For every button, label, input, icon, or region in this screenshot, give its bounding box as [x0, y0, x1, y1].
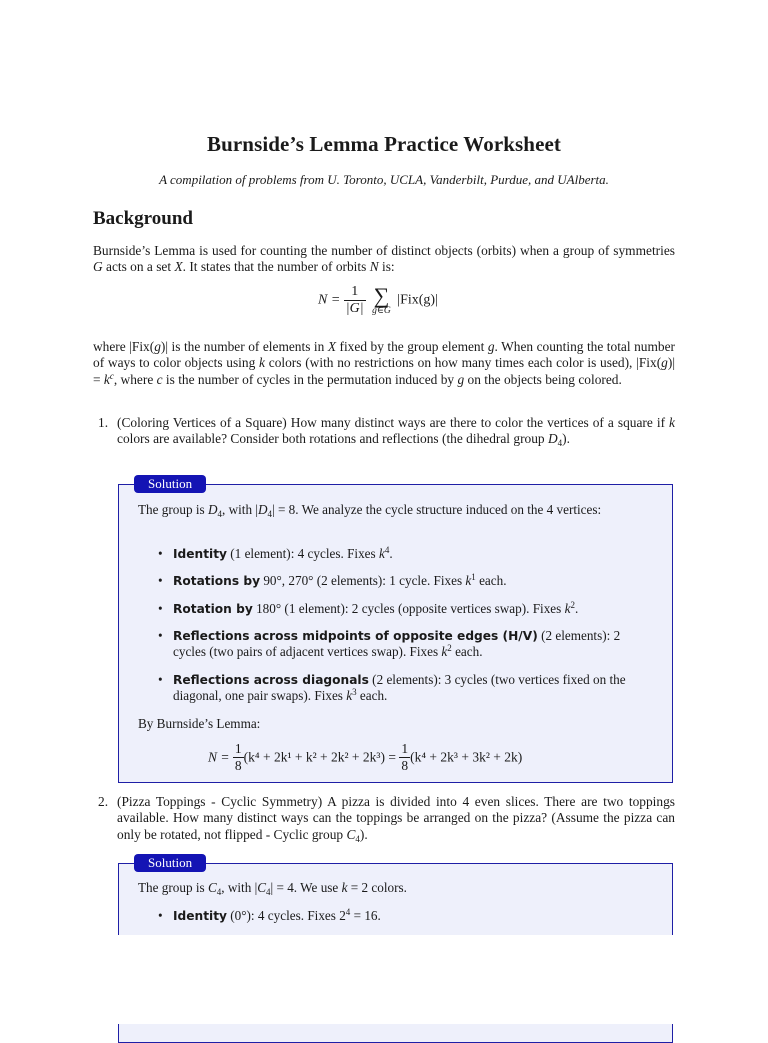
solution-1-final-equation: N = $\frac{1}{8}$ (k⁴ + 2k¹ + k² + 2k² + 2k³) = $\frac{1}{8}$ (k⁴ + 2k³ + 3k² + 2k)	[208, 741, 523, 773]
solution-1-conclusion: By Burnside’s Lemma:	[138, 716, 261, 731]
problem-2-text: (Pizza Toppings - Cyclic Symmetry) A pizza is divided into 4 even slices. There are two toppings available. How many distinct ways can the toppings be arranged on the pizza? (Assume the pizza can only be rotated, not flipped - Cyclic group $C_4$).	[117, 794, 675, 844]
intro-paragraph: Burnside’s Lemma is used for counting the number of distinct objects (orbits) when a group of symmetries G acts on a set X. It states that the number of orbits N is:	[93, 243, 675, 275]
page-title: Burnside’s Lemma Practice Worksheet	[206, 132, 562, 156]
section-heading-background: Background	[93, 208, 193, 229]
solution-tag-2: Solution	[134, 854, 206, 872]
page-subtitle: A compilation of problems from U. Toronto, UCLA, Vanderbilt, Purdue, and UAlberta.	[159, 172, 609, 187]
solution-2-intro: The group is $C_4$, with $|C_4| = 4$. We use k = 2 colors.	[138, 880, 407, 897]
problem-1-text: (Coloring Vertices of a Square) How many distinct ways are there to color the vertices of a square if k colors are available? Consider both rotations and reflections (the dihedral group $D_4$).	[117, 415, 675, 449]
page-bottom-margin	[0, 935, 768, 1024]
worksheet-page: Burnside’s Lemma Practice Worksheet A compilation of problems from U. Toronto, UCLA, Vanderbilt, Purdue, and UAlberta. Background Burnside’s Lemma is used for counting the number of distinct objects (orbits) when a group of symmetries G acts on a set X. It states that the number of orbits N is: N = $\frac{1}{|G|}$ ∑ g∈G |Fix(g)| where |Fix(g)| is the number of elements in X fixed by the group element g. When counting the total number of ways to color objects using k colors (with no restrictions on how many times each color is used), $|Fix(g)| = k^c$, where c is the number of cycles in the permutation induced by g on the objects being colored. 1. (Coloring Vertices of a Square) How many distinct ways are there to color the vertices of a square if k colors are available? Consider both rotations and reflections (the dihedral group $D_4$). Solution The group is $D_4$, with $|D_4| = 8$. We analyze the cycle structure induced on the 4 vertices: • Identity (1 element): 4 cycles. Fixes $k^4$. • Rotations by 90°, 270° (2 elements): 1 cycle. Fixes $k^1$ each. • Rotation by 180° (1 element): 2 cycles (opposite vertices swap). Fixes $k^2$. • Reflections across midpoints of opposite edges (H/V) (2 elements): 2 cycles (two pairs of adjacent vertices swap). Fixes $k^2$ each. • Reflections across diagonals (2 elements): 3 cycles (two vertices fixed on the diagonal, one pair swaps). Fixes $k^3$ each. By Burnside’s Lemma: N = $\frac{1}{8}$ (k⁴ + 2k¹ + k² + 2k² + 2k³) = $\frac{1}{8}$ (k⁴ + 2k³ + 3k² + 2k) 2. (Pizza Toppings - Cyclic Symmetry) A pizza is divided into 4 even slices. There are two toppings available. How many distinct ways can the toppings be arranged on the pizza? (Assume the pizza can only be rotated, not flipped - Cyclic group $C_4$). Solution The group is $C_4$, with $|C_4| = 4$. We use k = 2 colors. • Identity (0°): 4 cycles. Fixes $2^4 = 16$.	[0, 0, 768, 1024]
solution-1-intro: The group is $D_4$, with $|D_4| = 8$. We analyze the cycle structure induced on the 4 vertices:	[138, 502, 602, 519]
fix-explanation-paragraph: where |Fix(g)| is the number of elements in X fixed by the group element g. When counting the total number of ways to color objects using k colors (with no restrictions on how many times each color is used), $|Fix(g)| = k^c$, where c is the number of cycles in the permutation induced by g on the objects being colored.	[93, 339, 675, 387]
solution-tag-1: Solution	[134, 475, 206, 493]
burnside-formula: N = $\frac{1}{|G|}$ ∑ g∈G |Fix(g)|	[318, 282, 438, 316]
